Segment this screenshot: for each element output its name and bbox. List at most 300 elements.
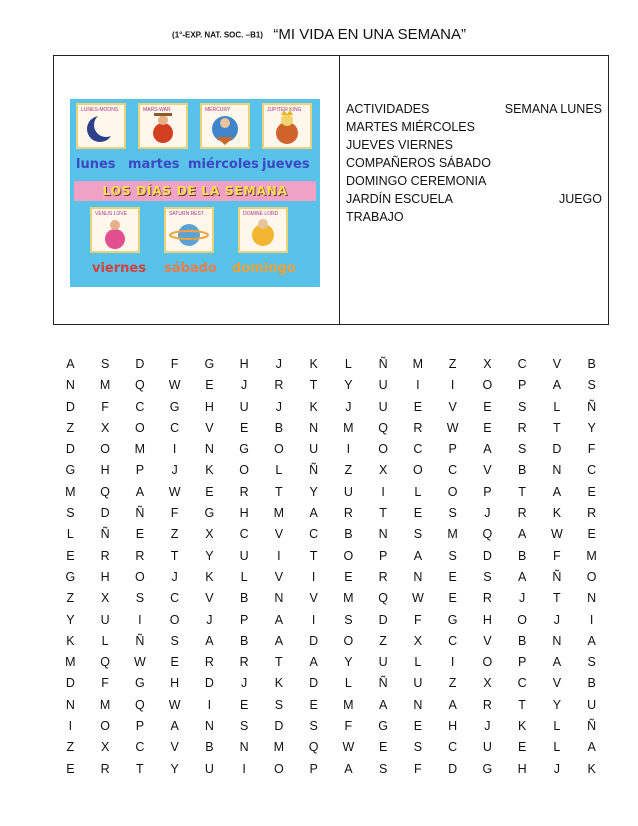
grid-letter[interactable]: E (483, 420, 492, 435)
grid-letter[interactable]: E (587, 527, 596, 542)
grid-letter[interactable]: J (171, 463, 178, 478)
grid-letter[interactable]: E (205, 378, 214, 393)
grid-letter[interactable]: C (517, 357, 527, 371)
grid-letter[interactable]: B (517, 463, 527, 478)
grid-letter[interactable]: X (483, 676, 492, 691)
grid-letter[interactable]: A (170, 719, 179, 734)
grid-letter[interactable]: I (138, 612, 142, 627)
grid-letter[interactable]: E (517, 740, 527, 755)
grid-letter[interactable]: K (274, 676, 284, 691)
grid-letter[interactable]: W (168, 697, 181, 712)
grid-letter[interactable]: A (552, 655, 562, 670)
grid-letter[interactable]: R (343, 506, 353, 521)
grid-letter[interactable]: E (413, 506, 423, 521)
grid-letter[interactable]: S (483, 569, 492, 584)
grid-letter[interactable]: M (99, 378, 111, 393)
grid-letter[interactable]: J (345, 399, 352, 414)
grid-letter[interactable]: J (275, 399, 282, 414)
grid-letter[interactable]: I (277, 548, 281, 563)
grid-letter[interactable]: A (587, 740, 596, 755)
grid-letter[interactable]: Z (66, 420, 75, 435)
grid-letter[interactable]: W (342, 740, 355, 755)
grid-letter[interactable]: X (100, 740, 110, 755)
grid-letter[interactable]: N (413, 697, 423, 712)
grid-letter[interactable]: O (274, 442, 284, 457)
grid-letter[interactable]: E (135, 527, 145, 542)
grid-letter[interactable]: O (100, 719, 110, 734)
grid-letter[interactable]: W (133, 655, 146, 670)
grid-letter[interactable]: D (552, 442, 562, 457)
grid-letter[interactable]: G (65, 463, 76, 478)
grid-letter[interactable]: N (204, 442, 214, 457)
grid-letter[interactable]: V (205, 591, 214, 606)
grid-letter[interactable]: M (65, 484, 76, 499)
grid-letter[interactable]: N (552, 463, 562, 478)
grid-letter[interactable]: U (378, 655, 388, 670)
grid-letter[interactable]: S (378, 761, 388, 776)
grid-letter[interactable]: M (343, 420, 354, 435)
grid-letter[interactable]: F (553, 548, 561, 563)
grid-letter[interactable]: I (207, 697, 212, 712)
grid-letter[interactable]: Ñ (135, 633, 145, 648)
grid-letter[interactable]: A (66, 357, 75, 371)
grid-letter[interactable]: H (204, 399, 214, 414)
grid-letter[interactable]: N (587, 591, 597, 606)
grid-letter[interactable]: B (587, 357, 596, 371)
grid-letter[interactable]: M (273, 740, 285, 755)
grid-letter[interactable]: H (482, 612, 492, 627)
grid-letter[interactable]: U (413, 676, 423, 691)
grid-letter[interactable]: L (414, 655, 422, 670)
grid-letter[interactable]: D (135, 357, 145, 371)
grid-letter[interactable]: R (482, 591, 492, 606)
grid-letter[interactable]: S (274, 697, 284, 712)
grid-letter[interactable]: Q (378, 420, 388, 435)
grid-letter[interactable]: K (309, 399, 318, 414)
grid-letter[interactable]: P (239, 612, 249, 627)
grid-letter[interactable]: B (205, 740, 214, 755)
grid-letter[interactable]: J (553, 761, 560, 776)
grid-letter[interactable]: A (448, 697, 457, 712)
grid-letter[interactable]: D (482, 548, 492, 563)
grid-letter[interactable]: A (413, 548, 423, 563)
grid-letter[interactable]: Y (170, 761, 179, 776)
grid-letter[interactable]: F (101, 399, 109, 414)
grid-letter[interactable]: A (552, 378, 562, 393)
grid-letter[interactable]: E (239, 697, 249, 712)
grid-letter[interactable]: E (448, 591, 457, 606)
grid-letter[interactable]: Z (66, 591, 75, 606)
grid-letter[interactable]: E (170, 655, 179, 670)
grid-letter[interactable]: G (135, 676, 145, 691)
grid-letter[interactable]: N (204, 719, 214, 734)
grid-letter[interactable]: A (483, 442, 492, 457)
grid-letter[interactable]: A (344, 761, 353, 776)
grid-letter[interactable]: C (448, 633, 458, 648)
grid-letter[interactable]: E (66, 761, 75, 776)
grid-letter[interactable]: H (100, 569, 110, 584)
grid-letter[interactable]: E (344, 569, 353, 584)
grid-letter[interactable]: G (482, 761, 493, 776)
grid-letter[interactable]: Y (344, 378, 353, 393)
grid-letter[interactable]: W (168, 484, 181, 499)
grid-letter[interactable]: C (309, 527, 319, 542)
grid-letter[interactable]: L (101, 633, 109, 648)
grid-letter[interactable]: C (170, 591, 180, 606)
grid-letter[interactable]: K (517, 719, 527, 734)
grid-letter[interactable]: U (378, 399, 388, 414)
grid-letter[interactable]: H (170, 676, 180, 691)
grid-letter[interactable]: W (411, 591, 424, 606)
grid-letter[interactable]: C (413, 442, 423, 457)
grid-letter[interactable]: A (517, 527, 527, 542)
grid-letter[interactable]: R (204, 655, 214, 670)
grid-letter[interactable]: E (66, 548, 75, 563)
grid-letter[interactable]: S (448, 548, 457, 563)
grid-letter[interactable]: Y (205, 548, 214, 563)
grid-letter[interactable]: E (309, 697, 318, 712)
grid-letter[interactable]: Ñ (378, 676, 388, 691)
grid-letter[interactable]: N (309, 420, 319, 435)
grid-letter[interactable]: Y (344, 655, 353, 670)
grid-letter[interactable]: Z (448, 676, 457, 691)
grid-letter[interactable]: L (66, 527, 74, 542)
grid-letter[interactable]: M (343, 591, 354, 606)
grid-letter[interactable]: A (274, 612, 284, 627)
grid-letter[interactable]: S (135, 591, 145, 606)
grid-letter[interactable]: O (274, 761, 284, 776)
grid-letter[interactable]: D (65, 676, 75, 691)
grid-letter[interactable]: R (239, 484, 249, 499)
grid-letter[interactable]: E (205, 484, 214, 499)
grid-letter[interactable]: W (550, 527, 563, 542)
grid-letter[interactable]: V (552, 676, 562, 691)
grid-letter[interactable]: O (343, 548, 354, 563)
grid-letter[interactable]: O (413, 463, 423, 478)
grid-letter[interactable]: T (170, 548, 179, 563)
grid-letter[interactable]: P (517, 655, 527, 670)
grid-letter[interactable]: M (273, 506, 285, 521)
grid-letter[interactable]: I (381, 484, 385, 499)
grid-letter[interactable]: R (239, 655, 249, 670)
grid-letter[interactable]: E (413, 399, 423, 414)
grid-letter[interactable]: M (134, 442, 146, 457)
grid-letter[interactable]: Z (66, 740, 75, 755)
grid-letter[interactable]: P (309, 761, 318, 776)
grid-letter[interactable]: S (309, 719, 318, 734)
grid-letter[interactable]: T (553, 420, 561, 435)
grid-letter[interactable]: H (239, 357, 249, 371)
grid-letter[interactable]: T (518, 697, 526, 712)
grid-letter[interactable]: C (517, 676, 527, 691)
grid-letter[interactable]: L (553, 399, 561, 414)
grid-letter[interactable]: Q (100, 484, 110, 499)
grid-letter[interactable]: N (239, 740, 249, 755)
grid-letter[interactable]: M (412, 357, 424, 371)
grid-letter[interactable]: T (136, 761, 144, 776)
grid-letter[interactable]: S (413, 527, 423, 542)
grid-letter[interactable]: N (552, 633, 562, 648)
grid-letter[interactable]: D (378, 612, 388, 627)
grid-letter[interactable]: P (483, 484, 492, 499)
grid-letter[interactable]: F (170, 506, 179, 521)
grid-letter[interactable]: B (239, 591, 249, 606)
grid-letter[interactable]: J (171, 569, 178, 584)
grid-letter[interactable]: C (135, 740, 145, 755)
grid-letter[interactable]: S (448, 506, 457, 521)
grid-letter[interactable]: V (274, 527, 284, 542)
grid-letter[interactable]: Z (379, 633, 387, 648)
grid-letter[interactable]: J (484, 719, 491, 734)
grid-letter[interactable]: V (205, 420, 214, 435)
grid-letter[interactable]: Q (482, 527, 493, 542)
grid-letter[interactable]: G (447, 612, 458, 627)
grid-letter[interactable]: T (275, 484, 283, 499)
grid-letter[interactable]: A (205, 633, 214, 648)
grid-letter[interactable]: G (204, 506, 215, 521)
grid-letter[interactable]: Z (170, 527, 179, 542)
grid-letter[interactable]: O (447, 484, 458, 499)
grid-letter[interactable]: Ñ (587, 399, 597, 414)
grid-letter[interactable]: D (100, 506, 110, 521)
grid-letter[interactable]: X (100, 591, 110, 606)
grid-letter[interactable]: E (448, 569, 457, 584)
grid-letter[interactable]: H (100, 463, 110, 478)
grid-letter[interactable]: N (413, 569, 423, 584)
grid-letter[interactable]: L (553, 740, 561, 755)
grid-letter[interactable]: M (586, 548, 597, 563)
grid-letter[interactable]: F (101, 676, 109, 691)
grid-letter[interactable]: H (517, 761, 527, 776)
grid-letter[interactable]: B (344, 527, 353, 542)
grid-letter[interactable]: S (239, 719, 249, 734)
grid-letter[interactable]: N (378, 527, 388, 542)
grid-letter[interactable]: A (517, 569, 527, 584)
grid-letter[interactable]: V (483, 633, 492, 648)
grid-letter[interactable]: O (482, 655, 493, 670)
grid-letter[interactable]: E (587, 484, 596, 499)
grid-letter[interactable]: R (274, 378, 284, 393)
grid-letter[interactable]: M (65, 655, 76, 670)
grid-letter[interactable]: Y (552, 697, 562, 712)
grid-letter[interactable]: U (239, 399, 249, 414)
grid-letter[interactable]: A (309, 506, 318, 521)
grid-letter[interactable]: R (587, 506, 597, 521)
grid-letter[interactable]: D (309, 676, 319, 691)
grid-letter[interactable]: U (100, 612, 110, 627)
grid-letter[interactable]: Z (344, 463, 353, 478)
grid-letter[interactable]: I (589, 612, 594, 627)
grid-letter[interactable]: K (205, 463, 214, 478)
grid-letter[interactable]: U (204, 761, 214, 776)
grid-letter[interactable]: M (343, 697, 354, 712)
grid-letter[interactable]: Y (66, 612, 75, 627)
grid-letter[interactable]: U (587, 697, 597, 712)
grid-letter[interactable]: A (552, 484, 562, 499)
grid-letter[interactable]: Z (448, 357, 457, 371)
grid-letter[interactable]: O (100, 442, 110, 457)
grid-letter[interactable]: V (170, 740, 179, 755)
grid-letter[interactable]: A (274, 633, 284, 648)
grid-letter[interactable]: Q (308, 740, 319, 755)
grid-letter[interactable]: J (206, 612, 213, 627)
grid-letter[interactable]: G (169, 399, 180, 414)
grid-letter[interactable]: S (587, 655, 596, 670)
grid-letter[interactable]: S (413, 740, 423, 755)
grid-letter[interactable]: X (100, 420, 110, 435)
grid-letter[interactable]: S (170, 633, 179, 648)
grid-letter[interactable]: B (517, 633, 527, 648)
grid-letter[interactable]: P (135, 719, 145, 734)
grid-letter[interactable]: J (484, 506, 491, 521)
grid-letter[interactable]: B (517, 548, 527, 563)
grid-letter[interactable]: G (204, 357, 215, 371)
grid-letter[interactable]: V (309, 591, 318, 606)
grid-letter[interactable]: Q (135, 697, 145, 712)
grid-letter[interactable]: Ñ (135, 506, 145, 521)
grid-letter[interactable]: F (587, 442, 596, 457)
grid-letter[interactable]: C (170, 420, 180, 435)
grid-letter[interactable]: Q (100, 655, 110, 670)
grid-letter[interactable]: T (553, 591, 561, 606)
grid-letter[interactable]: K (587, 761, 596, 776)
grid-letter[interactable]: D (65, 399, 75, 414)
grid-letter[interactable]: R (413, 420, 423, 435)
grid-letter[interactable]: J (241, 378, 248, 393)
grid-letter[interactable]: C (448, 463, 458, 478)
grid-letter[interactable]: U (378, 378, 388, 393)
grid-letter[interactable]: K (309, 357, 318, 371)
grid-letter[interactable]: G (239, 442, 249, 457)
grid-letter[interactable]: R (517, 506, 527, 521)
grid-letter[interactable]: G (378, 719, 388, 734)
grid-letter[interactable]: R (100, 761, 110, 776)
grid-letter[interactable]: F (170, 357, 179, 371)
grid-letter[interactable]: S (66, 506, 75, 521)
grid-letter[interactable]: O (169, 612, 180, 627)
grid-letter[interactable]: C (239, 527, 249, 542)
grid-letter[interactable]: I (172, 442, 177, 457)
grid-letter[interactable]: U (309, 442, 319, 457)
grid-letter[interactable]: R (482, 697, 492, 712)
grid-letter[interactable]: T (275, 655, 283, 670)
grid-letter[interactable]: E (413, 719, 423, 734)
grid-letter[interactable]: Y (309, 484, 318, 499)
grid-letter[interactable]: S (517, 442, 527, 457)
grid-letter[interactable]: F (344, 719, 353, 734)
grid-letter[interactable]: L (275, 463, 283, 478)
grid-letter[interactable]: V (552, 357, 562, 371)
grid-letter[interactable]: W (446, 420, 459, 435)
grid-letter[interactable]: T (379, 506, 387, 521)
grid-letter[interactable]: C (448, 740, 458, 755)
grid-letter[interactable]: K (205, 569, 214, 584)
grid-letter[interactable]: D (448, 761, 458, 776)
grid-letter[interactable]: R (378, 569, 388, 584)
grid-letter[interactable]: X (483, 357, 492, 371)
grid-letter[interactable]: O (378, 442, 388, 457)
grid-letter[interactable]: P (135, 463, 145, 478)
grid-letter[interactable]: L (553, 719, 561, 734)
grid-letter[interactable]: Q (378, 591, 388, 606)
grid-letter[interactable]: V (483, 463, 492, 478)
grid-letter[interactable]: M (99, 697, 111, 712)
grid-letter[interactable]: D (204, 676, 214, 691)
grid-letter[interactable]: P (448, 442, 457, 457)
grid-letter[interactable]: I (450, 655, 455, 670)
grid-letter[interactable]: J (519, 591, 526, 606)
grid-letter[interactable]: C (587, 463, 597, 478)
grid-letter[interactable]: U (343, 484, 353, 499)
grid-letter[interactable]: S (587, 378, 596, 393)
grid-letter[interactable]: Y (587, 420, 596, 435)
grid-letter[interactable]: S (344, 612, 353, 627)
grid-letter[interactable]: A (587, 633, 596, 648)
grid-letter[interactable]: I (242, 761, 246, 776)
grid-letter[interactable]: B (239, 633, 249, 648)
grid-letter[interactable]: X (205, 527, 214, 542)
grid-letter[interactable]: B (274, 420, 284, 435)
grid-letter[interactable]: I (416, 378, 420, 393)
grid-letter[interactable]: G (65, 569, 76, 584)
grid-letter[interactable]: J (275, 357, 282, 371)
grid-letter[interactable]: V (448, 399, 457, 414)
grid-letter[interactable]: I (68, 719, 73, 734)
grid-letter[interactable]: X (378, 463, 388, 478)
grid-letter[interactable]: N (65, 378, 75, 393)
grid-letter[interactable]: D (65, 442, 75, 457)
grid-letter[interactable]: P (517, 378, 527, 393)
grid-letter[interactable]: N (65, 697, 75, 712)
grid-letter[interactable]: E (483, 399, 492, 414)
grid-letter[interactable]: I (346, 442, 351, 457)
grid-letter[interactable]: Ñ (309, 463, 319, 478)
grid-letter[interactable]: O (482, 378, 493, 393)
grid-letter[interactable]: T (309, 548, 318, 563)
grid-letter[interactable]: J (553, 612, 560, 627)
grid-letter[interactable]: I (311, 569, 316, 584)
grid-letter[interactable]: E (378, 740, 388, 755)
grid-letter[interactable]: U (239, 548, 249, 563)
grid-letter[interactable]: L (240, 569, 248, 584)
grid-letter[interactable]: K (66, 633, 75, 648)
grid-letter[interactable]: L (344, 676, 352, 691)
grid-letter[interactable]: I (450, 378, 455, 393)
grid-letter[interactable]: H (239, 506, 249, 521)
grid-letter[interactable]: R (135, 548, 145, 563)
grid-letter[interactable]: D (309, 633, 319, 648)
grid-letter[interactable]: P (378, 548, 388, 563)
grid-letter[interactable]: R (100, 548, 110, 563)
grid-letter[interactable]: Q (135, 378, 145, 393)
grid-letter[interactable]: A (309, 655, 318, 670)
grid-letter[interactable]: F (414, 761, 422, 776)
grid-letter[interactable]: S (517, 399, 527, 414)
grid-letter[interactable]: T (518, 484, 526, 499)
grid-letter[interactable]: M (447, 527, 458, 542)
grid-letter[interactable]: Ñ (587, 719, 597, 734)
grid-letter[interactable]: I (311, 612, 316, 627)
grid-letter[interactable]: O (586, 569, 597, 584)
grid-letter[interactable]: H (448, 719, 458, 734)
grid-letter[interactable]: V (274, 569, 284, 584)
grid-letter[interactable]: Ñ (552, 569, 562, 584)
grid-letter[interactable]: F (414, 612, 422, 627)
grid-letter[interactable]: J (241, 676, 248, 691)
grid-letter[interactable]: B (587, 676, 596, 691)
grid-letter[interactable]: K (552, 506, 562, 521)
grid-letter[interactable]: O (517, 612, 527, 627)
